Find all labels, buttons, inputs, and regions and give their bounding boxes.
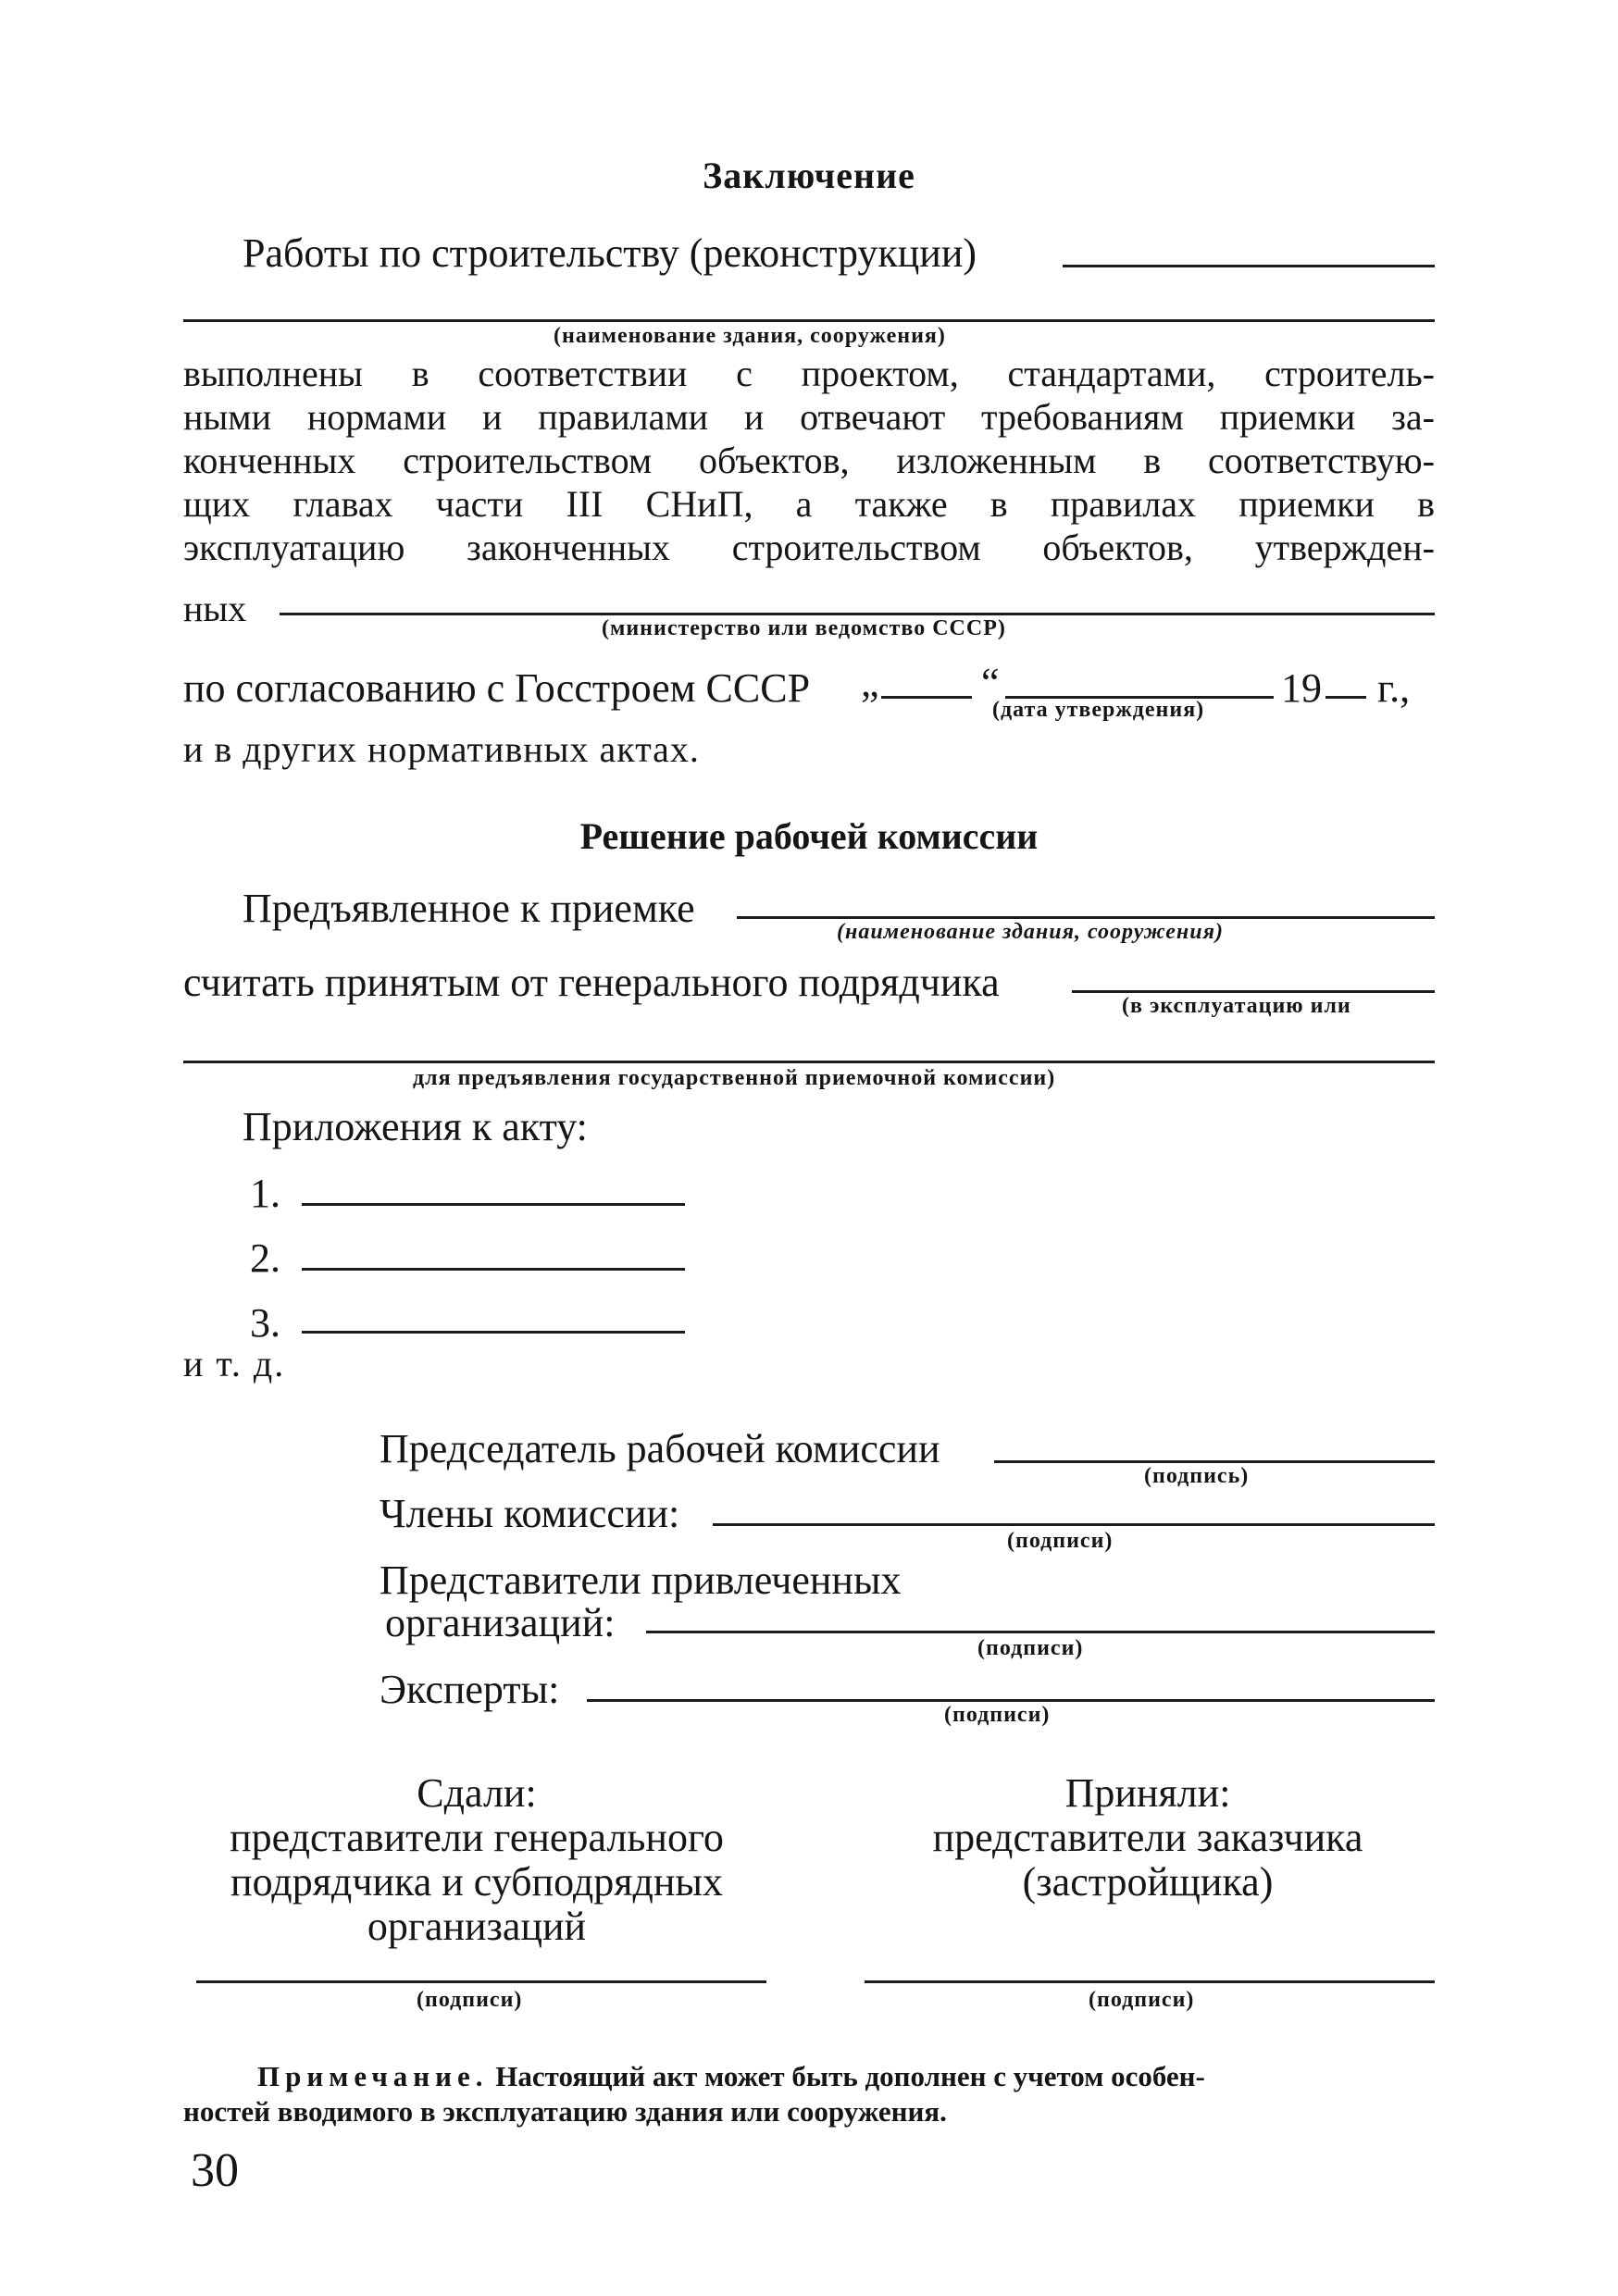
handover-left-title: Сдали: [417,1770,537,1816]
caption-handover-right: (подписи) [1089,1988,1195,2012]
decision-title: Решение рабочей комиссии [579,815,1039,857]
gosstroy-label: по согласованию с Госстроем СССР [183,665,811,711]
note-text-1: Настоящий акт может быть дополнен с учетом особен- [488,2060,1205,2092]
handover-left-line2: подрядчика и субподрядных [230,1859,723,1905]
appendix-line-3[interactable] [302,1331,685,1334]
day-line[interactable] [881,696,972,699]
caption-experts-signatures: (подписи) [944,1703,1051,1727]
note-line-1 [257,2060,1205,2093]
caption-chairman-signature: (подпись) [1144,1464,1250,1488]
handover-left-signature-line[interactable] [196,1980,766,1983]
works-label: Работы по строительству (реконструкции) [243,230,977,276]
paragraph-line-3: конченных строительством объектов, изложенным в соответствую- [183,440,1435,481]
reps-label-2: организаций: [385,1600,616,1645]
note-text-2: ностей вводимого в эксплуатацию здания или сооружения. [183,2095,947,2128]
page-number: 30 [191,2144,239,2197]
members-signature-line[interactable] [713,1523,1435,1526]
caption-operation: (в эксплуатацию или [1122,994,1351,1018]
appendices-etc: и т. д. [183,1343,286,1384]
caption-handover-left: (подписи) [417,1988,523,2012]
handover-right-line1: представители заказчика [932,1815,1363,1860]
chairman-label: Председатель рабочей комиссии [380,1426,940,1471]
building-name-line[interactable] [1063,265,1435,267]
year-prefix: 19 [1281,665,1322,711]
presented-object-line[interactable] [737,916,1435,919]
reps-label-1: Представители привлеченных [380,1558,902,1603]
handover-right-title: Приняли: [1064,1770,1231,1816]
year-line[interactable] [1326,696,1366,699]
caption-reps-signatures: (подписи) [977,1636,1084,1660]
handover-right-signature-line[interactable] [865,1980,1435,1983]
members-label: Члены комиссии: [380,1491,680,1536]
experts-label: Эксперты: [380,1667,560,1712]
appendix-line-1[interactable] [302,1203,685,1206]
paragraph-line-2: ными нормами и правилами и отвечают требованиям приемки за- [183,396,1435,438]
accepted-line-2[interactable] [183,1061,1435,1063]
ministry-line[interactable] [280,613,1435,615]
building-name-line-2[interactable] [183,319,1435,322]
caption-ministry: (министерство или ведомство СССР) [602,616,1006,640]
paragraph-line-5: эксплуатацию законченных строительством объектов, утвержден- [183,527,1435,568]
caption-building: (наименование здания, сооружения) [554,324,946,348]
quote-close: “ [981,660,1000,705]
handover-right-block [870,1771,1425,1905]
handover-left-line3: организаций [367,1904,587,1949]
chairman-signature-line[interactable] [994,1460,1435,1463]
paragraph-line-1: выполнены в соответствии с проектом, стандартами, строитель- [183,353,1435,394]
caption-members-signatures: (подписи) [1007,1529,1114,1553]
appendix-line-2[interactable] [302,1268,685,1271]
note-label: Примечание. [257,2060,489,2092]
caption-building-2: (наименование здания, сооружения) [837,920,1224,944]
appendix-number-1: 1. [250,1171,280,1216]
accepted-line[interactable] [1072,990,1435,993]
year-suffix: г., [1377,665,1411,711]
handover-right-line2: (застройщика) [1022,1859,1274,1905]
reps-signature-line[interactable] [646,1631,1435,1633]
approved-by-label: ных [183,588,247,629]
appendix-number-3: 3. [250,1300,280,1346]
appendices-title: Приложения к акту: [243,1104,588,1149]
handover-left-line1: представители генерального [230,1815,724,1860]
experts-signature-line[interactable] [587,1699,1435,1702]
quote-open: „ [861,660,879,705]
appendix-number-2: 2. [250,1235,280,1281]
presented-label: Предъявленное к приемке [243,886,695,931]
other-acts: и в других нормативных актах. [183,728,700,770]
caption-state-commission: для предъявления государственной приемочной комиссии) [413,1066,1056,1090]
handover-left-block [176,1771,778,1949]
accepted-label: считать принятым от генерального подрядчика [183,960,1000,1005]
paragraph-line-4: щих главах части III СНиП, а также в правилах приемки в [183,483,1435,525]
conclusion-title: Заключение [703,155,915,196]
caption-date: (дата утверждения) [992,698,1205,722]
